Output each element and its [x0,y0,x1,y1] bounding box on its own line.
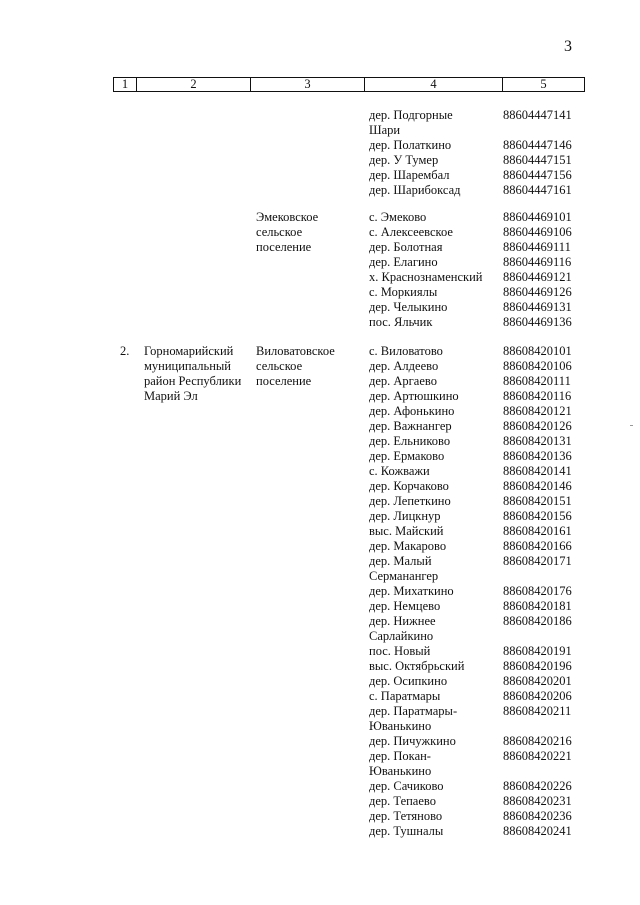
oktmo-code: 88608420161 [503,524,572,538]
table-row [369,374,609,389]
table-row [369,704,609,734]
settlement-place-name: дер. Нижнее Сарлайкино [369,614,436,643]
table-row [369,315,609,330]
settlement-place-name: дер. Болотная [369,240,443,254]
oktmo-code: 88608420186 [503,614,572,628]
table-row [369,270,609,285]
table-row [369,614,609,644]
table-row [369,524,609,539]
page-number: 3 [564,38,572,55]
oktmo-code: 88608420111 [503,374,571,388]
settlement-place-name: дер. Шарембал [369,168,450,182]
scan-speck [630,425,633,429]
settlement-place-name: дер. Тепаево [369,794,436,808]
oktmo-code: 88608420196 [503,659,572,673]
oktmo-code: 88608420166 [503,539,572,553]
oktmo-code: 88604447161 [503,183,572,197]
oktmo-code: 88604469116 [503,255,572,269]
table-row [369,644,609,659]
settlement-place-name: дер. Паратмары- Юванькино [369,704,458,733]
settlement-place-name: дер. У Тумер [369,153,439,167]
settlement-place-name: дер. Пичужкино [369,734,456,748]
table-row [369,794,609,809]
table-row [369,494,609,509]
settlement-place-name: с. Паратмары [369,689,441,703]
settlement-place-name: дер. Алдеево [369,359,439,373]
oktmo-code: 88608420226 [503,779,572,793]
settlement-place-name: дер. Ермаково [369,449,445,463]
table-row [369,138,609,153]
settlement-place-name: дер. Афонькино [369,404,455,418]
oktmo-code: 88608420126 [503,419,572,433]
settlement-place-name: х. Краснознаменский [369,270,483,284]
oktmo-code: 88608420151 [503,494,572,508]
settlement-name: Виловатовское сельское поселение [256,344,335,388]
oktmo-code: 88604447151 [503,153,572,167]
table-row [369,554,609,584]
top-group-rows [369,108,609,198]
oktmo-code: 88604469121 [503,270,572,284]
oktmo-code: 88604447146 [503,138,572,152]
settlement-place-name: с. Моркиялы [369,285,438,299]
oktmo-code: 88604469126 [503,285,572,299]
oktmo-code: 88608420106 [503,359,572,373]
table-row [369,225,609,240]
table-row [369,285,609,300]
emekovo-rows [369,210,609,330]
table-row [369,449,609,464]
header-col-1: 1 [114,78,137,91]
settlement-place-name: дер. Важнангер [369,419,452,433]
oktmo-code: 88608420211 [503,704,572,718]
settlement-place-name: дер. Шарибоксад [369,183,461,197]
oktmo-code: 88608420101 [503,344,572,358]
oktmo-code: 88608420241 [503,824,572,838]
oktmo-code: 88608420156 [503,509,572,523]
table-row [369,183,609,198]
oktmo-code: 88608420181 [503,599,572,613]
table-row [369,434,609,449]
table-row [369,674,609,689]
settlement-place-name: дер. Лепеткино [369,494,451,508]
settlement-place-name: дер. Тушналы [369,824,444,838]
settlement-place-name: дер. Малый Серманангер [369,554,439,583]
settlement-place-name: с. Кожважи [369,464,430,478]
table-row [369,539,609,554]
table-row [369,240,609,255]
settlement-place-name: дер. Сачиково [369,779,444,793]
settlement-place-name: дер. Ельниково [369,434,451,448]
table-row [369,359,609,374]
table-row [369,599,609,614]
table-row [369,479,609,494]
table-row [369,344,609,359]
oktmo-code: 88608420146 [503,479,572,493]
settlement-place-name: дер. Тетяново [369,809,443,823]
settlement-place-name: дер. Артюшкино [369,389,459,403]
oktmo-code: 88604447141 [503,108,572,122]
settlement-place-name: пос. Новый [369,644,431,658]
settlement-name: Эмековское сельское поселение [256,210,319,254]
oktmo-code: 88608420231 [503,794,572,808]
settlement-place-name: дер. Осипкино [369,674,448,688]
settlement-place-name: дер. Лицкнур [369,509,441,523]
oktmo-code: 88608420201 [503,674,572,688]
settlement-place-name: дер. Аргаево [369,374,437,388]
oktmo-code: 88608420191 [503,644,572,658]
table-row [369,659,609,674]
table-row [369,108,609,138]
header-col-2: 2 [137,78,251,91]
settlement-place-name: с. Эмеково [369,210,427,224]
table-row [369,809,609,824]
oktmo-code: 88608420171 [503,554,572,568]
oktmo-code: 88608420141 [503,464,572,478]
table-row [369,419,609,434]
settlement-place-name: с. Виловатово [369,344,443,358]
oktmo-code: 88604469101 [503,210,572,224]
settlement-place-name: выс. Майский [369,524,444,538]
table-row [369,749,609,779]
oktmo-code: 88608420121 [503,404,572,418]
table-row [369,300,609,315]
table-row [369,153,609,168]
settlement-place-name: дер. Корчаково [369,479,449,493]
settlement-place-name: дер. Михаткино [369,584,454,598]
settlement-place-name: выс. Октябрьский [369,659,465,673]
oktmo-code: 88604469106 [503,225,572,239]
settlement-place-name: с. Алексеевское [369,225,453,239]
table-row [369,255,609,270]
oktmo-code: 88604447156 [503,168,572,182]
gornomari-rows [369,344,609,839]
table-row [369,584,609,599]
table-row [369,734,609,749]
table-row [369,509,609,524]
oktmo-code: 88608420206 [503,689,572,703]
settlement-place-name: дер. Подгорные Шари [369,108,453,137]
oktmo-code: 88608420216 [503,734,572,748]
settlement-place-name: дер. Елагино [369,255,438,269]
settlement-place-name: дер. Покан- Юванькино [369,749,432,778]
oktmo-code: 88604469131 [503,300,572,314]
row-number: 2. [120,344,130,358]
table-row [369,389,609,404]
oktmo-code: 88608420236 [503,809,572,823]
table-row [369,689,609,704]
oktmo-code: 88608420131 [503,434,572,448]
table-row [369,168,609,183]
table-header-row [113,77,585,92]
oktmo-code: 88608420221 [503,749,572,763]
table-row [369,779,609,794]
district-name: Горномарийский муниципальный район Республики Марий Эл [144,344,242,403]
table-row [369,824,609,839]
settlement-place-name: дер. Полаткино [369,138,452,152]
oktmo-code: 88608420176 [503,584,572,598]
table-row [369,464,609,479]
table-row [369,404,609,419]
header-col-3: 3 [251,78,365,91]
oktmo-code: 88604469111 [503,240,571,254]
header-col-5: 5 [540,77,547,91]
oktmo-code: 88608420116 [503,389,572,403]
oktmo-code: 88608420136 [503,449,572,463]
table-row [369,210,609,225]
settlement-place-name: дер. Немцево [369,599,441,613]
settlement-place-name: пос. Яльчик [369,315,433,329]
oktmo-code: 88604469136 [503,315,572,329]
settlement-place-name: дер. Челыкино [369,300,448,314]
header-col-4: 4 [365,78,503,91]
settlement-place-name: дер. Макарово [369,539,447,553]
